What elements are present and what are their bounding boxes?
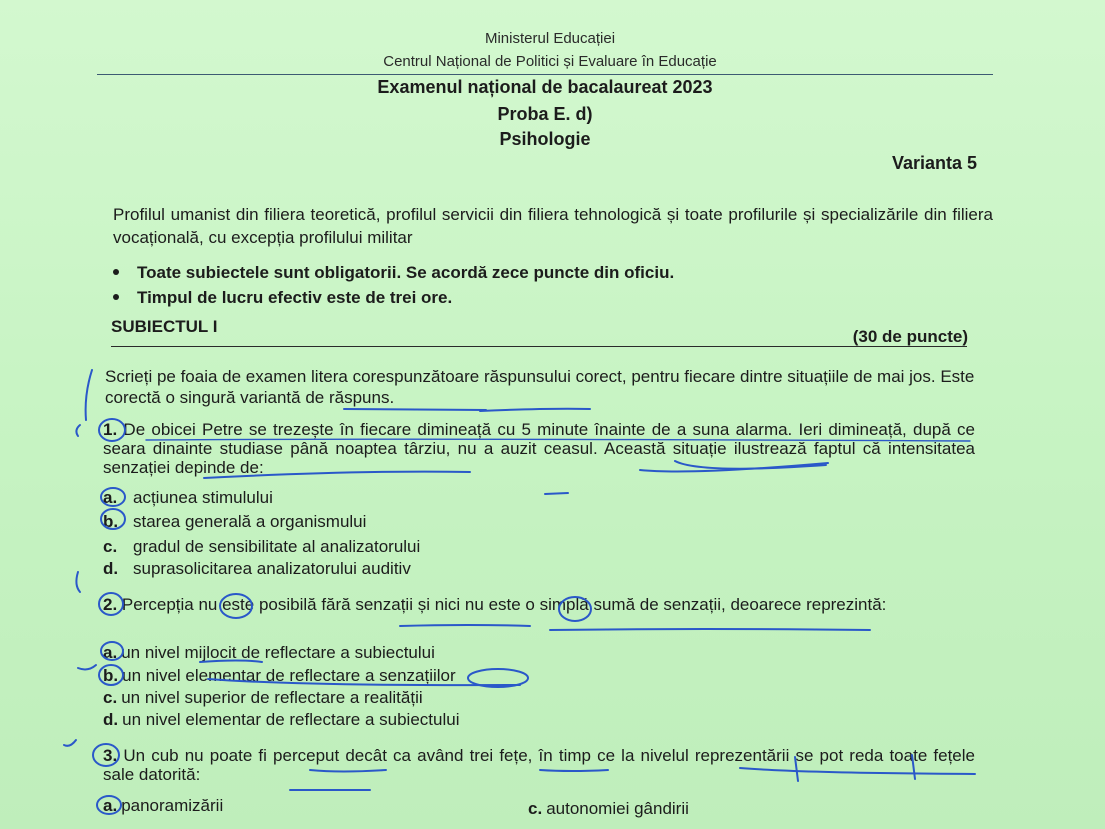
profile-description: Profilul umanist din filiera teoretică, profilul servicii din filiera tehnologică și toate profilurile și specializările din filiera vocațională, cu excepția profilului militar bbox=[113, 205, 993, 247]
exam-variant: Varianta 5 bbox=[891, 153, 977, 173]
question-number: 1. bbox=[103, 420, 118, 439]
margin-mark bbox=[76, 425, 80, 436]
option-1d bbox=[103, 557, 411, 580]
option-1b bbox=[103, 510, 366, 533]
option-2b bbox=[103, 664, 456, 687]
question-number: 2. bbox=[103, 595, 118, 614]
underline-mark bbox=[550, 629, 870, 630]
rule-item: Timpul de lucru efectiv este de trei ore. bbox=[110, 285, 674, 310]
option-letter: a. bbox=[103, 488, 118, 507]
option-letter: d. bbox=[103, 559, 119, 578]
section-instruction: Scrieți pe foaia de examen litera corespunzătoare răspunsului corect, pentru fiecare dintre situațiile de mai jos. Este corectă o singură variantă de răspuns. bbox=[105, 367, 975, 407]
question-text: Un cub nu poate fi perceput decât ca având trei fețe, în timp ce la nivelul reprezentării se pot reda toate fețele sale datorită: bbox=[103, 746, 975, 784]
option-text: un nivel mijlocit de reflectare a subiectului bbox=[121, 643, 435, 662]
margin-mark bbox=[86, 370, 92, 420]
option-text: suprasolicitarea analizatorului auditiv bbox=[133, 559, 411, 578]
exam-title: Examenul național de bacalaureat 2023 bbox=[377, 77, 713, 97]
circle-mark bbox=[468, 669, 528, 687]
option-letter: a. bbox=[103, 796, 118, 815]
rules-list bbox=[110, 260, 674, 310]
margin-mark bbox=[78, 665, 96, 669]
question-2 bbox=[103, 595, 975, 614]
ministry-name: Ministerul Educației bbox=[484, 30, 616, 47]
option-text: acțiunea stimulului bbox=[133, 488, 273, 507]
question-1 bbox=[103, 420, 975, 477]
question-text: De obicei Petre se trezește în fiecare dimineață cu 5 minute înainte de a suna alarma. Ieri dimineață, după ce seara dinainte studiase până noaptea târziu, nu a auzit ceasul. Această situație ilustrează faptul că intensitatea senzației depinde de: bbox=[103, 420, 975, 477]
exam-subject: Psihologie bbox=[499, 129, 591, 149]
option-text: autonomiei gândirii bbox=[546, 799, 689, 818]
question-3 bbox=[103, 746, 975, 784]
option-letter: c. bbox=[103, 688, 118, 707]
exam-proba: Proba E. d) bbox=[497, 104, 593, 124]
option-text: starea generală a organismului bbox=[133, 512, 367, 531]
option-letter: a. bbox=[103, 643, 118, 662]
option-letter: c. bbox=[528, 799, 543, 818]
margin-mark bbox=[64, 740, 76, 746]
underline-mark bbox=[400, 625, 530, 626]
option-3a bbox=[103, 794, 223, 817]
option-letter: c. bbox=[103, 537, 118, 556]
question-text: Percepția nu este posibilă fără senzații și nici nu este o simplă sumă de senzații, deoarece reprezintă: bbox=[121, 595, 887, 614]
option-letter: d. bbox=[103, 710, 119, 729]
header-divider bbox=[97, 74, 993, 75]
section-title: SUBIECTUL I bbox=[111, 317, 218, 336]
option-letter: b. bbox=[103, 666, 119, 685]
option-text: un nivel elementar de reflectare a senzațiilor bbox=[122, 666, 456, 685]
option-2c bbox=[103, 686, 423, 709]
option-text: gradul de sensibilitate al analizatorului bbox=[133, 537, 421, 556]
option-1a bbox=[103, 486, 273, 509]
option-2a bbox=[103, 641, 435, 664]
underline-mark bbox=[344, 409, 486, 410]
margin-mark bbox=[76, 572, 80, 592]
underline-mark bbox=[545, 493, 568, 494]
question-number: 3. bbox=[103, 746, 118, 765]
option-3c bbox=[528, 797, 689, 820]
center-name: Centrul Național de Politici și Evaluare în Educație bbox=[383, 53, 717, 70]
rule-item: Toate subiectele sunt obligatorii. Se acordă zece puncte din oficiu. bbox=[110, 260, 674, 285]
underline-mark bbox=[480, 409, 590, 411]
option-text: un nivel elementar de reflectare a subiectului bbox=[122, 710, 460, 729]
option-text: un nivel superior de reflectare a realității bbox=[121, 688, 423, 707]
section-divider bbox=[111, 346, 967, 347]
section-points: (30 de puncte) bbox=[852, 327, 968, 346]
option-text: panoramizării bbox=[121, 796, 224, 815]
option-letter: b. bbox=[103, 512, 119, 531]
option-1c bbox=[103, 535, 420, 558]
option-2d bbox=[103, 708, 459, 731]
